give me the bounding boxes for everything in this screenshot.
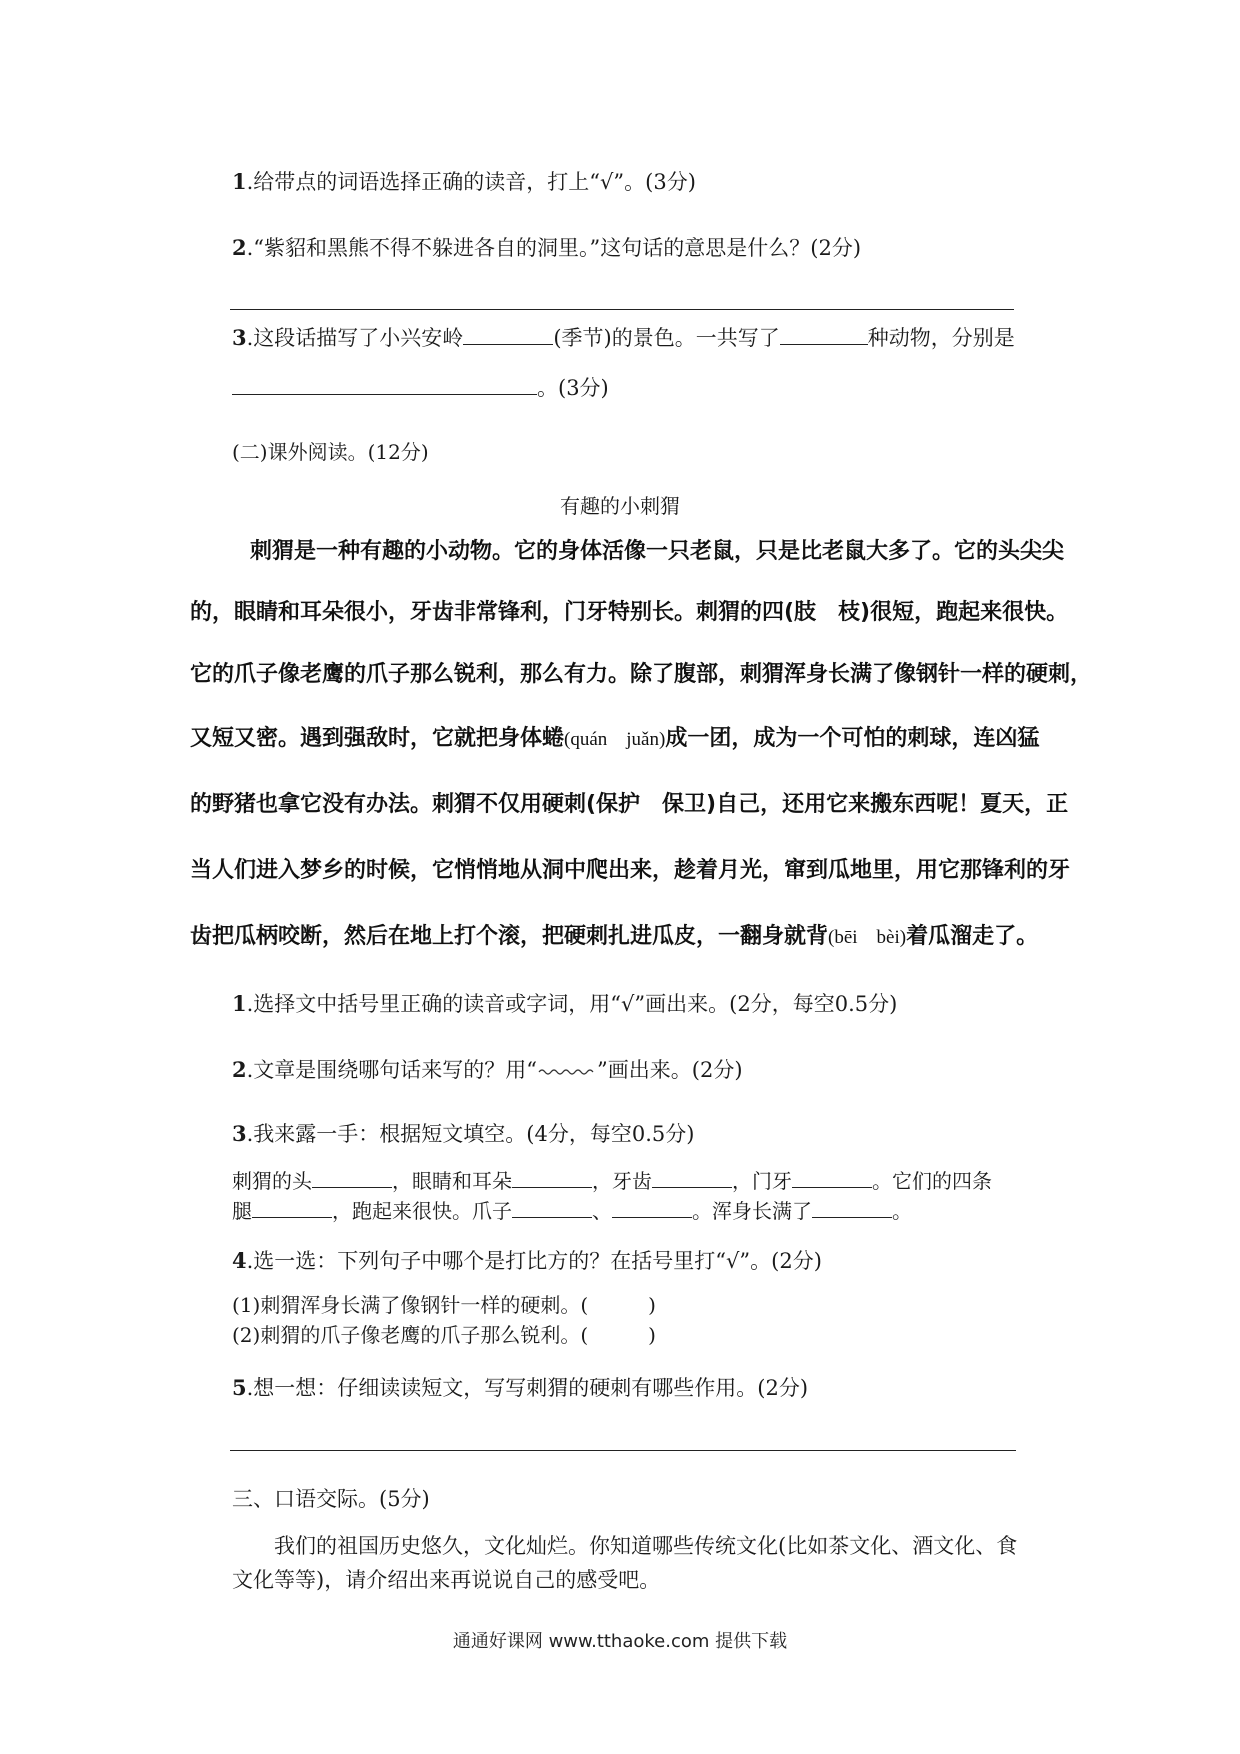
question-text: .我来露一手：根据短文填空。(4分，每空0.5分)	[246, 1122, 695, 1146]
passage-line	[190, 922, 1038, 953]
question-1	[232, 168, 696, 196]
question-text: 种动物，分别是	[867, 326, 1015, 350]
passage-line: 的野猪也拿它没有办法。刺猬不仅用硬刺(保护 保卫)自己，还用它来搬东西呢！夏天，正	[190, 792, 1069, 817]
fill-blank[interactable]	[232, 374, 537, 395]
oral-prompt-line: 文化等等)，请介绍出来再说说自己的感受吧。	[232, 1568, 661, 1592]
question-text: .想一想：仔细读读短文，写写刺猬的硬刺有哪些作用。(2分)	[246, 1376, 809, 1400]
choice-option-2[interactable]: (2)刺猬的爪子像老鹰的爪子那么锐利。( )	[232, 1323, 656, 1347]
question-number: 2	[232, 1057, 247, 1082]
passage-text: 又短又密。遇到强敌时，它就把身体蜷	[190, 726, 565, 751]
fill-text: 。浑身长满了	[692, 1199, 812, 1223]
question-number: 5	[232, 1375, 247, 1400]
question-number: 1	[232, 169, 247, 194]
passage-line: 刺猬是一种有趣的小动物。它的身体活像一只老鼠，只是比老鼠大多了。它的头尖尖	[250, 539, 1065, 564]
question-text: .这段话描写了小兴安岭	[246, 326, 464, 350]
reading-question-3	[232, 1120, 694, 1148]
fill-text: 、	[592, 1199, 612, 1223]
answer-line[interactable]	[230, 309, 1014, 310]
oral-prompt-line: 我们的祖国历史悠久，文化灿烂。你知道哪些传统文化(比如茶文化、酒文化、食	[274, 1534, 1018, 1558]
pinyin-choice[interactable]: (bēi bèi)	[828, 927, 907, 948]
fill-text: 。	[892, 1199, 912, 1223]
reading-question-5	[232, 1374, 808, 1402]
reading-question-1	[232, 990, 897, 1018]
question-text: .选一选：下列句子中哪个是打比方的？在括号里打“√”。(2分)	[246, 1249, 822, 1273]
section-heading: 三、口语交际。(5分)	[232, 1487, 430, 1511]
choice-option-1[interactable]: (1)刺猬浑身长满了像钢针一样的硬刺。( )	[232, 1293, 656, 1317]
fill-blank[interactable]	[780, 324, 868, 345]
section-heading: (二)课外阅读。(12分)	[232, 440, 429, 464]
passage-line: 的，眼睛和耳朵很小，牙齿非常锋利，门牙特别长。刺猬的四(肢 枝)很短，跑起来很快。	[190, 600, 1069, 625]
passage-line: 它的爪子像老鹰的爪子那么锐利，那么有力。除了腹部，刺猬浑身长满了像钢针一样的硬刺，	[190, 662, 1093, 687]
fill-text: ，牙齿	[592, 1169, 652, 1193]
fill-in-line-1	[232, 1167, 992, 1194]
fill-text: 刺猬的头	[232, 1169, 312, 1193]
fill-text: ，眼睛和耳朵	[392, 1169, 512, 1193]
question-text: .选择文中括号里正确的读音或字词，用“√”画出来。(2分，每空0.5分)	[246, 992, 898, 1016]
wavy-underline-icon	[537, 1067, 597, 1077]
question-3-continued	[232, 374, 609, 402]
fill-text: 。它们的四条	[872, 1169, 992, 1193]
question-text: .给带点的词语选择正确的读音，打上“√”。(3分)	[246, 170, 696, 194]
question-text: 。(3分)	[537, 376, 609, 400]
passage-line	[190, 724, 1039, 755]
fill-text: ，门牙	[732, 1169, 792, 1193]
fill-blank[interactable]	[812, 1197, 892, 1218]
fill-blank[interactable]	[512, 1167, 592, 1188]
question-number: 3	[232, 325, 247, 350]
question-text: ”画出来。(2分)	[597, 1058, 743, 1082]
question-number: 4	[232, 1248, 247, 1273]
question-3	[232, 324, 1015, 352]
passage-text: 成一团，成为一个可怕的刺球，连凶猛	[665, 726, 1040, 751]
question-number: 1	[232, 991, 247, 1016]
fill-blank[interactable]	[252, 1197, 332, 1218]
pinyin-choice[interactable]: (quán juǎn)	[564, 729, 666, 750]
fill-blank[interactable]	[792, 1167, 872, 1188]
fill-text: 腿	[232, 1199, 252, 1223]
fill-blank[interactable]	[312, 1167, 392, 1188]
passage-text: 齿把瓜柄咬断，然后在地上打个滚，把硬刺扎进瓜皮，一翻身就背	[190, 924, 829, 949]
passage-line: 当人们进入梦乡的时候，它悄悄地从洞中爬出来，趁着月光，窜到瓜地里，用它那锋利的牙	[190, 858, 1071, 883]
question-2	[232, 234, 861, 262]
passage-text: 着瓜溜走了。	[906, 924, 1039, 949]
reading-question-4	[232, 1247, 822, 1275]
question-number: 2	[232, 235, 247, 260]
question-text: (季节)的景色。一共写了	[553, 326, 780, 350]
reading-question-2	[232, 1056, 743, 1084]
fill-blank[interactable]	[512, 1197, 592, 1218]
question-text: .“紫貂和黑熊不得不躲进各自的洞里。”这句话的意思是什么？(2分)	[246, 236, 862, 260]
fill-blank[interactable]	[612, 1197, 692, 1218]
fill-in-line-2	[232, 1197, 912, 1224]
fill-text: ，跑起来很快。爪子	[332, 1199, 512, 1223]
fill-blank[interactable]	[463, 324, 553, 345]
question-number: 3	[232, 1121, 247, 1146]
fill-blank[interactable]	[652, 1167, 732, 1188]
answer-line[interactable]	[230, 1450, 1016, 1451]
question-text: .文章是围绕哪句话来写的？用“	[246, 1058, 538, 1082]
passage-title: 有趣的小刺猬	[560, 494, 680, 518]
footer-watermark: 通通好课网 www.tthaoke.com 提供下载	[452, 1631, 788, 1652]
